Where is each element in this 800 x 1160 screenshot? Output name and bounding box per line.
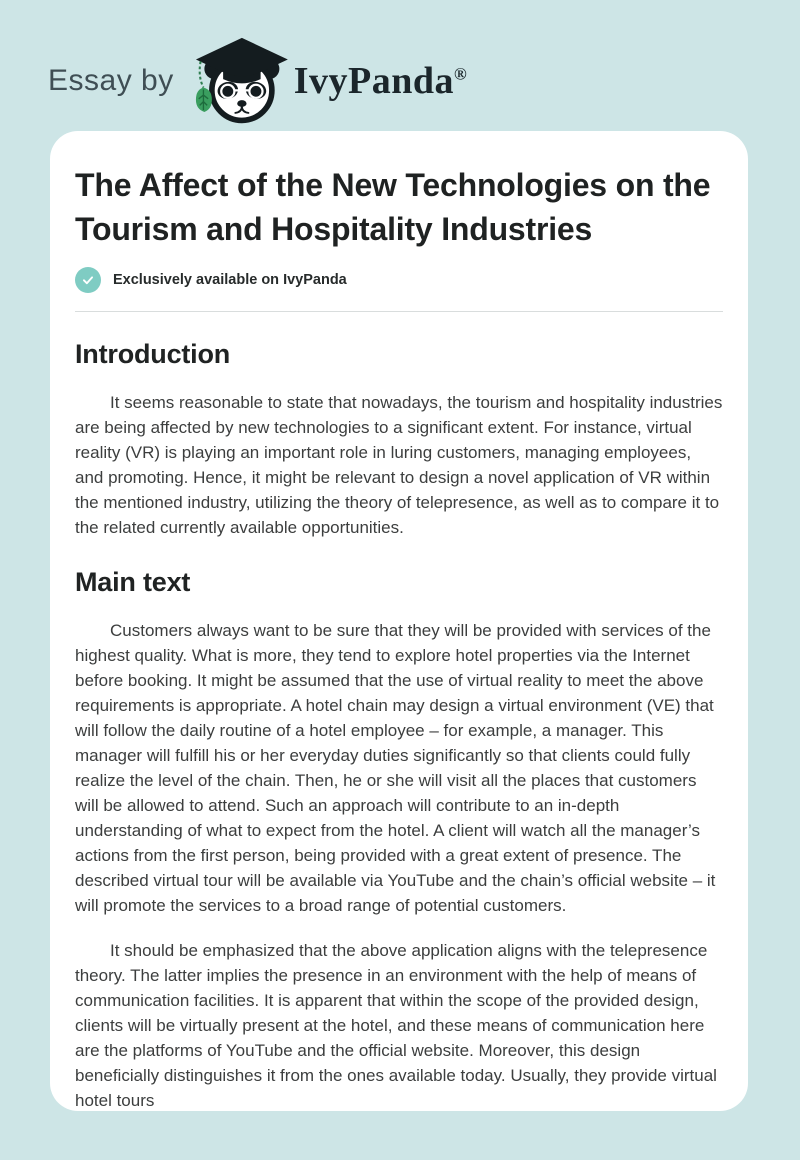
paragraph: It seems reasonable to state that nowadays, the tourism and hospitality industries are being affected by new technologies to a significant extent. For instance, virtual reality (VR) is playing an important role in luring customers, managing employees, and promoting. Hence, it might be relevant to design a novel application of VR within the mentioned industry, utilizing the theory of telepresence, as well as to compare it to the related currently available opportunities. [75, 393, 723, 537]
availability-badge [75, 267, 723, 293]
page-title: The Affect of the New Technologies on the Tourism and Hospitality Industries [75, 167, 711, 247]
header [0, 0, 800, 131]
section-heading-main-text: Main text [75, 567, 191, 597]
checkmark-icon [75, 267, 101, 293]
section-heading-introduction: Introduction [75, 339, 231, 369]
essay-card [50, 131, 748, 1111]
brand-name [294, 59, 467, 103]
paragraph: Customers always want to be sure that they will be provided with services of the highest quality. What is more, they tend to explore hotel properties via the Internet before booking. It might be assumed that the use of virtual reality to meet the above requirements is appropriate. A hotel chain may design a virtual environment (VE) that will follow the daily routine of a hotel employee – for example, a manager. This manager will fulfill his or her everyday duties significantly so that clients could fully realize the level of the chain. Then, he or she will visit all the places that customers will be allowed to attend. Such an approach will contribute to an in-depth understanding of what to expect from the hotel. A client will watch all the manager’s actions from the first person, being provided with a great extent of presence. The described virtual tour will be available via YouTube and the chain’s official website – it will promote the services to a broad range of potential customers. [75, 621, 716, 915]
paragraph: It should be emphasized that the above application aligns with the telepresence theory. The latter implies the presence in an environment with the help of means of communication facilities. It is apparent that within the scope of the provided design, clients will be virtually present at the hotel, and these means of communication here are the platforms of YouTube and the official website. Moreover, this design beneficially distinguishes it from the ones available today. Usually, they provide virtual hotel tours [75, 941, 717, 1110]
availability-label: Exclusively available on IvyPanda [113, 272, 347, 288]
registered-mark: ® [454, 63, 468, 83]
ivypanda-logo[interactable] [188, 36, 467, 126]
brand-text: IvyPanda [293, 59, 454, 102]
panda-graduation-logo-icon [188, 36, 292, 126]
essay-by-label: Essay by [48, 63, 174, 97]
divider [75, 311, 723, 312]
